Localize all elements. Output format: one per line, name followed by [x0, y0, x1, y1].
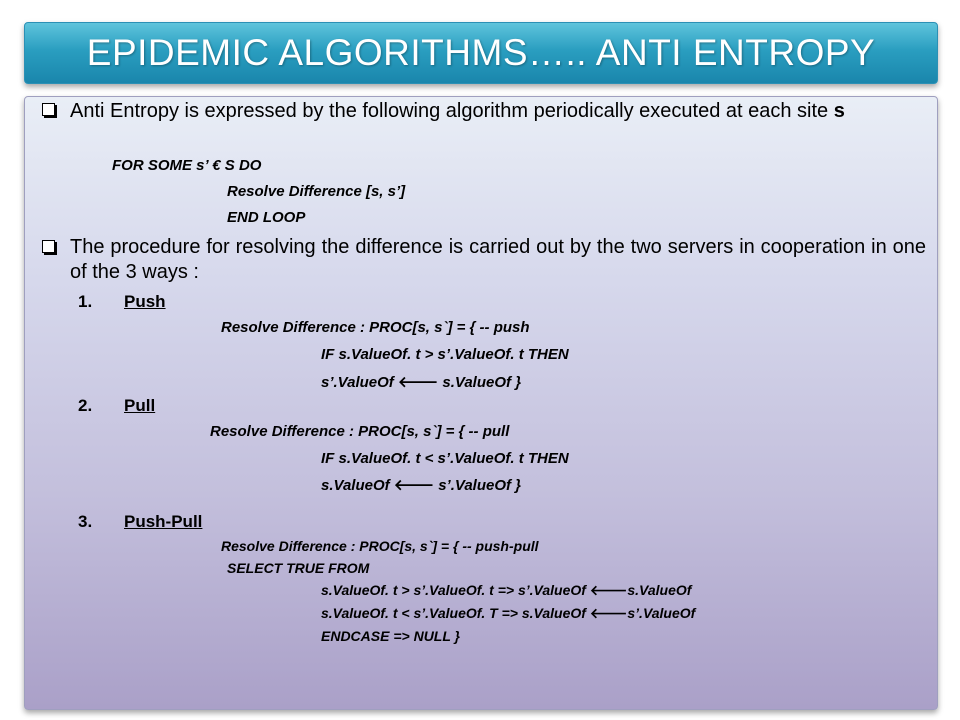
pull-code-line-2: IF s.ValueOf. t < s’.ValueOf. t THEN: [321, 450, 569, 467]
left-arrow-icon: 🡐: [589, 582, 628, 598]
square-bullet-icon: [42, 240, 55, 253]
bullet-1-text: Anti Entropy is expressed by the following algorithm periodically executed at each site: [70, 100, 829, 122]
method-heading-push-pull: Push-Pull: [124, 512, 203, 531]
pull-assign-left: s.ValueOf: [321, 477, 394, 494]
push-pull-code-line-2: SELECT TRUE FROM: [227, 560, 370, 576]
code-line-for-some: FOR SOME s’ € S DO: [112, 157, 262, 174]
push-pull-code-line-3: [321, 582, 691, 599]
method-heading-push: Push: [124, 292, 166, 311]
left-arrow-icon: 🡐: [589, 605, 628, 621]
push-pull-code-line-5: ENDCASE => NULL }: [321, 628, 460, 644]
push-code-line-1: Resolve Difference : PROC[s, s`] = { -- push: [221, 319, 530, 336]
code-line-end-loop: END LOOP: [227, 209, 306, 226]
pull-assign-right: s’.ValueOf }: [434, 477, 522, 494]
bullet-paragraph-2: The procedure for resolving the difference is carried out by the two servers in cooperation in one of the 3 ways :: [70, 236, 926, 283]
push-assign-right: s.ValueOf }: [438, 374, 522, 391]
bullet-1-site: s: [833, 100, 845, 122]
bullet-paragraph-1: [70, 99, 926, 124]
left-arrow-icon: 🡐: [397, 374, 439, 391]
push-code-line-2: IF s.ValueOf. t > s’.ValueOf. t THEN: [321, 346, 569, 363]
code-line-resolve: Resolve Difference [s, s’]: [227, 183, 406, 200]
push-pull-case-1-target: s.ValueOf: [627, 582, 692, 598]
pull-code-line-3: [321, 475, 521, 494]
push-assign-left: s’.ValueOf: [321, 374, 398, 391]
pull-code-line-1: Resolve Difference : PROC[s, s`] = { -- pull: [210, 423, 510, 440]
push-pull-code-line-1: Resolve Difference : PROC[s, s`] = { -- push-pull: [221, 538, 539, 554]
push-pull-case-1: s.ValueOf. t > s’.ValueOf. t => s’.ValueOf: [321, 582, 590, 598]
push-pull-case-2-target: s’.ValueOf: [627, 605, 696, 621]
slide-title: EPIDEMIC ALGORITHMS….. ANTI ENTROPY: [86, 32, 876, 73]
method-number-pull: 2.: [78, 396, 93, 415]
push-pull-case-2: s.ValueOf. t < s’.ValueOf. T => s.ValueOf: [321, 605, 590, 621]
method-heading-pull: Pull: [124, 396, 156, 415]
left-arrow-icon: 🡐: [393, 477, 435, 494]
push-pull-code-line-4: [321, 605, 695, 622]
title-bar: [24, 22, 938, 84]
method-number-push-pull: 3.: [78, 512, 93, 531]
method-number-push: 1.: [78, 292, 93, 311]
square-bullet-icon: [42, 103, 55, 116]
push-code-line-3: [321, 372, 521, 391]
